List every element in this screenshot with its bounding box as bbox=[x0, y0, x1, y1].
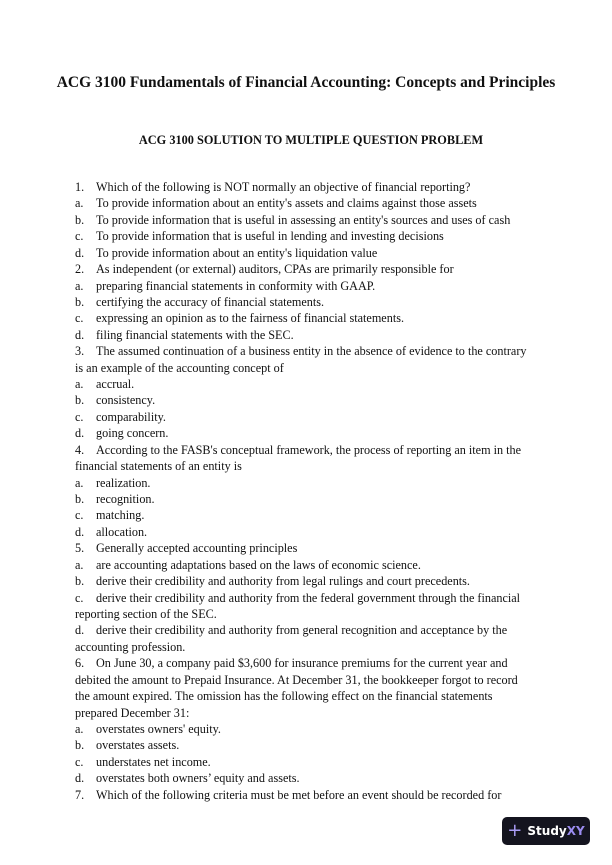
option-line bbox=[75, 392, 545, 408]
continuation-line bbox=[75, 606, 545, 622]
item-label: c. bbox=[75, 590, 84, 605]
option-line bbox=[75, 754, 545, 770]
option-line bbox=[75, 212, 545, 228]
item-text: realization. bbox=[96, 475, 151, 490]
option-line bbox=[75, 475, 545, 491]
option-line bbox=[75, 590, 545, 606]
item-label: d. bbox=[75, 771, 85, 786]
option-line bbox=[75, 425, 545, 441]
item-label: d. bbox=[75, 623, 85, 638]
item-label: b. bbox=[75, 294, 85, 309]
item-label: a. bbox=[75, 278, 84, 293]
item-text: Which of the following criteria must be met before an event should be recorded for bbox=[96, 787, 502, 802]
item-label: c. bbox=[75, 229, 84, 244]
item-label: c. bbox=[75, 508, 84, 523]
item-text: prepared December 31: bbox=[75, 705, 190, 720]
document-title: ACG 3100 Fundamentals of Financial Accounting: Concepts and Principles bbox=[56, 74, 556, 91]
item-text: To provide information that is useful in lending and investing decisions bbox=[96, 229, 444, 244]
option-line bbox=[75, 507, 545, 523]
item-text: derive their credibility and authority from general recognition and acceptance by the bbox=[96, 623, 508, 638]
item-text: filing financial statements with the SEC. bbox=[96, 327, 294, 342]
option-line bbox=[75, 245, 545, 261]
item-label: 6. bbox=[75, 656, 85, 671]
item-text: accounting profession. bbox=[75, 639, 186, 654]
item-label: c. bbox=[75, 754, 84, 769]
logo-text-accent: XY bbox=[566, 824, 585, 838]
continuation-line bbox=[75, 705, 545, 721]
item-text: As independent (or external) auditors, CPAs are primarily responsible for bbox=[96, 262, 454, 277]
item-text: matching. bbox=[96, 508, 145, 523]
continuation-line bbox=[75, 360, 545, 376]
item-label: d. bbox=[75, 426, 85, 441]
item-text: are accounting adaptations based on the laws of economic science. bbox=[96, 557, 421, 572]
item-label: d. bbox=[75, 245, 85, 260]
item-label: b. bbox=[75, 212, 85, 227]
item-text: the amount expired. The omission has the following effect on the financial statements bbox=[75, 689, 493, 704]
question-line bbox=[75, 179, 545, 195]
item-text: certifying the accuracy of financial statements. bbox=[96, 294, 325, 309]
item-text: preparing financial statements in conformity with GAAP. bbox=[96, 278, 376, 293]
item-label: 5. bbox=[75, 541, 85, 556]
item-label: 1. bbox=[75, 180, 85, 194]
item-label: 7. bbox=[75, 787, 85, 802]
option-line bbox=[75, 294, 545, 310]
item-text: comparability. bbox=[96, 409, 166, 424]
item-text: derive their credibility and authority from legal rulings and court precedents. bbox=[96, 574, 470, 589]
item-text: recognition. bbox=[96, 492, 155, 507]
item-label: d. bbox=[75, 524, 85, 539]
item-text: consistency. bbox=[96, 393, 156, 408]
item-text: expressing an opinion as to the fairness of financial statements. bbox=[96, 311, 404, 326]
question-line bbox=[75, 442, 545, 458]
option-line bbox=[75, 737, 545, 753]
item-label: b. bbox=[75, 393, 85, 408]
item-text: is an example of the accounting concept of bbox=[75, 360, 284, 375]
document-subtitle: ACG 3100 SOLUTION TO MULTIPLE QUESTION PROBLEM bbox=[138, 133, 484, 147]
item-text: On June 30, a company paid $3,600 for insurance premiums for the current year and bbox=[96, 656, 508, 671]
continuation-line bbox=[75, 458, 545, 474]
item-text: To provide information about an entity's assets and claims against those assets bbox=[96, 196, 477, 211]
question-list bbox=[75, 179, 545, 803]
item-label: c. bbox=[75, 409, 84, 424]
item-text: To provide information that is useful in assessing an entity's sources and uses of cash bbox=[96, 212, 511, 227]
continuation-line bbox=[75, 672, 545, 688]
item-text: overstates owners' equity. bbox=[96, 721, 221, 736]
item-label: b. bbox=[75, 574, 85, 589]
item-label: 2. bbox=[75, 262, 85, 277]
option-line bbox=[75, 228, 545, 244]
item-text: overstates assets. bbox=[96, 738, 180, 753]
option-line bbox=[75, 573, 545, 589]
question-line bbox=[75, 343, 545, 359]
option-line bbox=[75, 409, 545, 425]
item-label: d. bbox=[75, 327, 85, 342]
item-text: allocation. bbox=[96, 524, 148, 539]
item-label: b. bbox=[75, 492, 85, 507]
item-text: To provide information about an entity's liquidation value bbox=[96, 245, 378, 260]
item-text: Which of the following is NOT normally an objective of financial reporting? bbox=[96, 180, 471, 194]
item-text: The assumed continuation of a business entity in the absence of evidence to the contrary bbox=[96, 344, 527, 359]
item-label: a. bbox=[75, 721, 84, 736]
option-line bbox=[75, 491, 545, 507]
item-text: overstates both owners’ equity and assets. bbox=[96, 771, 300, 786]
question-line bbox=[75, 540, 545, 556]
item-label: a. bbox=[75, 377, 84, 392]
option-line bbox=[75, 278, 545, 294]
option-line bbox=[75, 721, 545, 737]
continuation-line bbox=[75, 639, 545, 655]
option-line bbox=[75, 770, 545, 786]
option-line bbox=[75, 327, 545, 343]
item-label: b. bbox=[75, 738, 85, 753]
item-label: c. bbox=[75, 311, 84, 326]
question-line bbox=[75, 655, 545, 671]
item-text: reporting section of the SEC. bbox=[75, 606, 217, 621]
item-text: Generally accepted accounting principles bbox=[96, 541, 298, 556]
option-line bbox=[75, 376, 545, 392]
option-line bbox=[75, 310, 545, 326]
logo-text: Study bbox=[527, 824, 567, 838]
item-label: a. bbox=[75, 196, 84, 211]
item-text: going concern. bbox=[96, 426, 169, 441]
option-line bbox=[75, 195, 545, 211]
item-text: derive their credibility and authority from the federal government through the financial bbox=[96, 590, 521, 605]
item-label: a. bbox=[75, 475, 84, 490]
option-line bbox=[75, 622, 545, 638]
option-line bbox=[75, 557, 545, 573]
question-line bbox=[75, 261, 545, 277]
item-text: accrual. bbox=[96, 377, 135, 392]
question-line bbox=[75, 787, 545, 803]
studyxy-logo[interactable] bbox=[502, 817, 590, 845]
plus-icon: + bbox=[507, 820, 523, 841]
item-text: understates net income. bbox=[96, 754, 211, 769]
continuation-line bbox=[75, 688, 545, 704]
item-label: 4. bbox=[75, 442, 85, 457]
option-line bbox=[75, 524, 545, 540]
item-text: debited the amount to Prepaid Insurance. At December 31, the bookkeeper forgot to record bbox=[75, 672, 518, 687]
item-text: According to the FASB's conceptual framework, the process of reporting an item in the bbox=[96, 442, 522, 457]
item-label: a. bbox=[75, 557, 84, 572]
item-text: financial statements of an entity is bbox=[75, 459, 242, 474]
item-label: 3. bbox=[75, 344, 85, 359]
